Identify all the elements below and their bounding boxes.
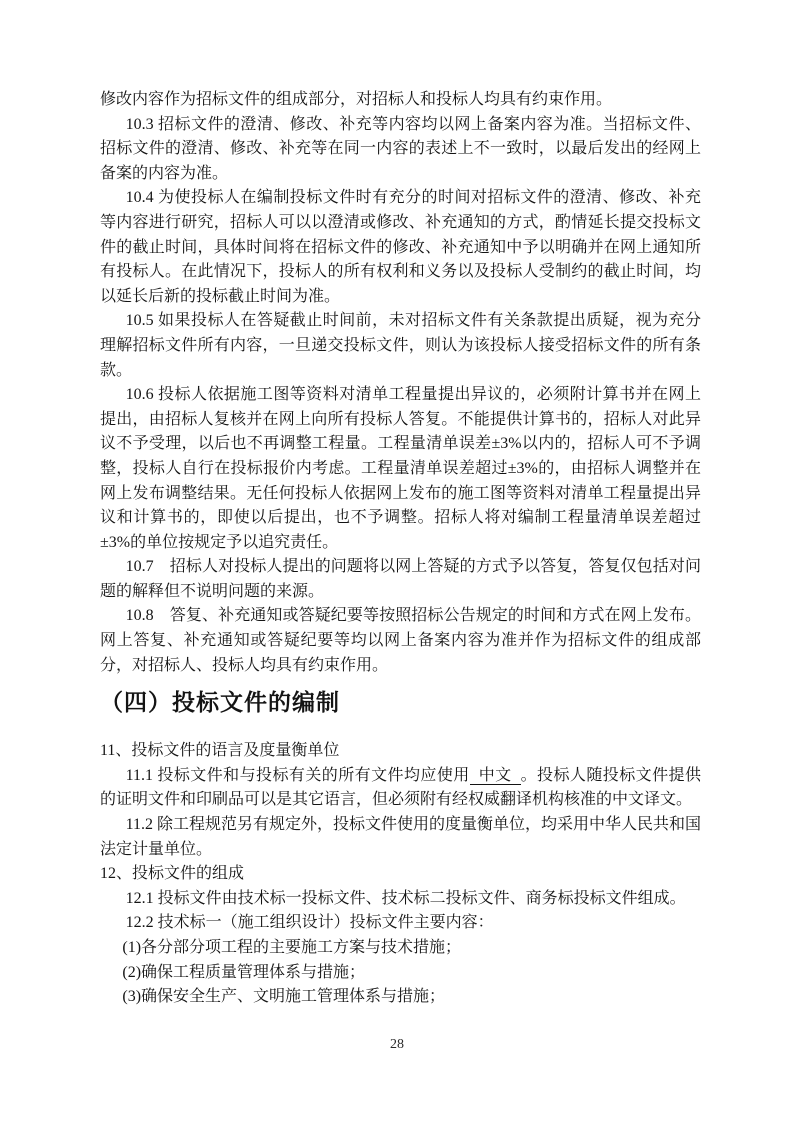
clause-10-5: 10.5 如果投标人在答疑截止时间前，未对招标文件有关条款提出质疑，视为充分理解招标文件所有内容，一旦递交投标文件，则认为该投标人接受招标文件的所有条款。 [100,312,701,379]
paragraph-continuation: 修改内容作为招标文件的组成部分，对招标人和投标人均具有约束作用。 [100,91,613,108]
clause-12-1: 12.1 投标文件由技术标一投标文件、技术标二投标文件、商务标投标文件组成。 [125,889,686,907]
clause-11-2: 11.2 除工程规范另有规定外，投标文件使用的度量衡单位，均采用中华人民共和国法定计量单位。 [100,816,702,858]
document-content [100,88,701,1010]
section-heading-part4: （四）投标文件的编制 [100,689,340,716]
clause-11-1 [100,764,701,813]
clause-10-7: 10.7 招标人对投标人提出的问题将以网上答疑的方式予以答复，答复仅包括对问题的解释但不说明问题的来源。 [100,558,701,600]
clause-12-2: 12.2 技术标一（施工组织设计）投标文件主要内容： [125,914,494,932]
list-item-2: (2)确保工程质量管理体系与措施； [122,963,366,981]
clause-10-6: 10.6 投标人依据施工图等资料对清单工程量提出异议的，必须附计算书并在网上提出，由招标人复核并在网上向所有投标人答复。不能提供计算书的，招标人对此异议不予受理，以后也不再调整工程量。工程量清单误差±3%以内的，招标人可不予调整，投标人自行在投标报价内考虑。工程量清单误差超过±3%的，由招标人调整并在网上发布调整结果。无任何投标人依据网上发布的施工图等资料对清单工程量提出异议和计算书的，即使以后提出，也不予调整。招标人将对编制工程量清单误差超过±3%的单位按规定予以追究责任。 [100,386,701,551]
clause-11-1-prefix: 11.1 投标文件和与投标有关的所有文件均应使用 [125,766,470,784]
item-12-title: 12、投标文件的组成 [100,865,245,883]
clause-10-4: 10.4 为使投标人在编制投标文件时有充分的时间对招标文件的澄清、修改、补充等内容进行研究，招标人可以以澄清或修改、补充通知的方式，酌情延长提交投标文件的截止时间，具体时间将在招标文件的修改、补充通知中予以明确并在网上通知所有投标人。在此情况下，投标人的所有权利和义务以及投标人受制约的截止时间，均以延长后新的投标截止时间为准。 [100,189,701,305]
page-number: 28 [390,1037,404,1052]
list-item-3: (3)确保安全生产、文明施工管理体系与措施； [122,988,446,1006]
language-underlined-blank: 中文 [470,767,521,785]
clause-10-3: 10.3 招标文件的澄清、修改、补充等内容均以网上备案内容为准。当招标文件、招标文件的澄清、修改、补充等在同一内容的表述上不一致时，以最后发出的经网上备案的内容为准。 [100,115,701,182]
clause-10-8: 10.8 答复、补充通知或答疑纪要等按照招标公告规定的时间和方式在网上发布。网上答复、补充通知或答疑纪要等均以网上备案内容为准并作为招标文件的组成部分，对招标人、投标人均具有约束作用。 [100,607,701,674]
clause-11-1-suffix: 。投标人随投标文件提供的证明文件和印刷品可以是其它语言，但必须附有经权威翻译机构核准的中文译文。 [100,766,701,809]
item-11-title: 11、投标文件的语言及度量衡单位 [100,742,340,760]
list-item-1: (1)各分部分项工程的主要施工方案与技术措施； [122,939,462,956]
